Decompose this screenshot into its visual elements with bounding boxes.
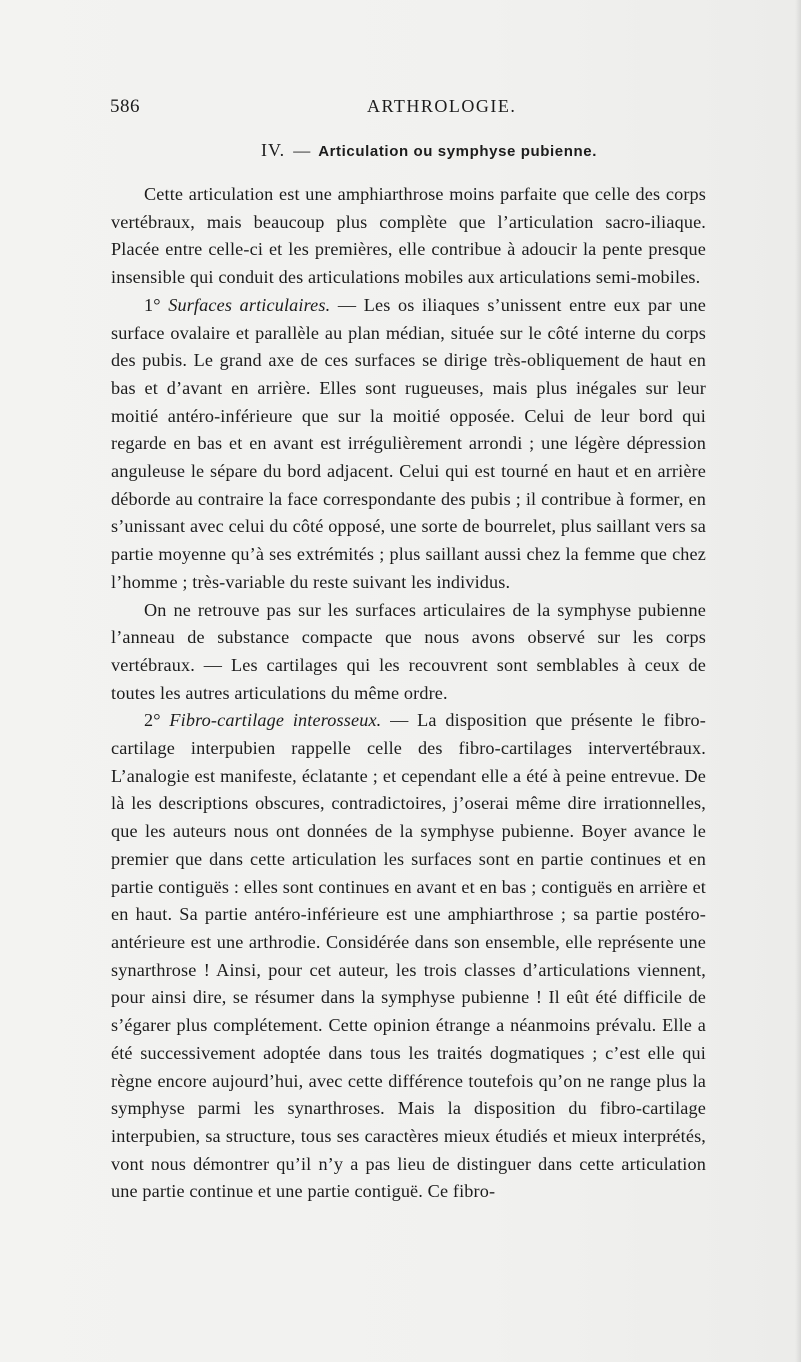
running-head: ARTHROLOGIE. [367,96,517,116]
paragraph-intro [111,181,706,292]
section-dash: — [293,141,311,160]
page-number: 586 [110,96,140,117]
paragraph-subheading: Fibro-cartilage interosseux. [169,710,382,731]
section-number: IV. [261,140,286,160]
paragraph-text: Cette articulation est une amphiarthrose moins parfaite que celle des corps vertébraux, mais beaucoup plus complète que l’articulation sacro-iliaque. Placée entre celle-ci et les premières, elle contribue à adoucir la pente presque insensible qui conduit des articulations mobiles aux articulations semi-mobiles. [111,184,706,288]
page-header [110,96,700,126]
paragraph-cartilages [111,597,706,708]
paragraph-lead-number: 2° [144,710,170,731]
paragraph-surfaces [111,292,706,597]
paragraph-fibro-cartilage [111,707,706,1206]
paragraph-lead-number: 1° [144,294,169,315]
paragraph-subheading: Surfaces articulaires. [168,294,331,315]
paragraph-text: — Les os iliaques s’unissent entre eux par une surface ovalaire et parallèle au plan médian, située sur le côté interne du corps des pubis. Le grand axe de ces surfaces se dirige très-obliquement de haut en bas et d’avant en arrière. Elles sont rugueuses, mais plus inégales sur leur moitié antéro-inférieure que sur la moitié opposée. Celui de leur bord qui regarde en bas et en avant est irrégulièrement arrondi ; une légère dépression anguleuse le sépare du bord adjacent. Celui qui est tourné en haut et en arrière déborde au contraire la face correspondante des pubis ; il contribue à former, en s’unissant avec celui du côté opposé, une sorte de bourrelet, plus saillant vers sa partie moyenne qu’à ses extrémités ; plus saillant aussi chez la femme que chez l’homme ; très-variable du reste suivant les individus. [111,294,706,592]
section-heading [261,140,597,161]
paragraph-text: — La disposition que présente le fibro-cartilage interpubien rappelle celle des fibro-cartilages intervertébraux. L’analogie est manifeste, éclatante ; et cependant elle a été à peine entrevue. De là les descriptions obscures, contradictoires, j’oserai même dire irrationnelles, que les auteurs nous ont données de la symphyse pubienne. Boyer avance le premier que dans cette articulation les surfaces sont en partie continues et en partie contiguës : elles sont continues en avant et en bas ; contiguës en arrière et en haut. Sa partie antéro-inférieure est une amphiarthrose ; sa partie postéro-antérieure est une arthrodie. Considérée dans son ensemble, elle représente une synarthrose ! Ainsi, pour cet auteur, les trois classes d’articulations viennent, pour ainsi dire, se résumer dans la symphyse pubienne ! Il eût été difficile de s’égarer plus complétement. Cette opinion étrange a néanmoins prévalu. Elle a été successivement adoptée dans tous les traités dogmatiques ; c’est elle qui règne encore aujourd’hui, avec cette différence toutefois qu’on ne range plus la symphyse parmi les synarthroses. Mais la disposition du fibro-cartilage interpubien, sa structure, tous ses caractères mieux étudiés et mieux interprétés, vont nous démontrer qu’il n’y a pas lieu de distinguer dans cette articulation une partie continue et une partie contiguë. Ce fibro- [111,710,706,1202]
body-text [111,181,706,1206]
page-edge-shadow [795,0,801,1362]
paragraph-text: On ne retrouve pas sur les surfaces articulaires de la symphyse pubienne l’anneau de substance compacte que nous avons observé sur les corps vertébraux. — Les cartilages qui les recouvrent sont semblables à ceux de toutes les autres articulations du même ordre. [111,599,706,703]
section-title: Articulation ou symphyse pubienne. [318,143,597,160]
